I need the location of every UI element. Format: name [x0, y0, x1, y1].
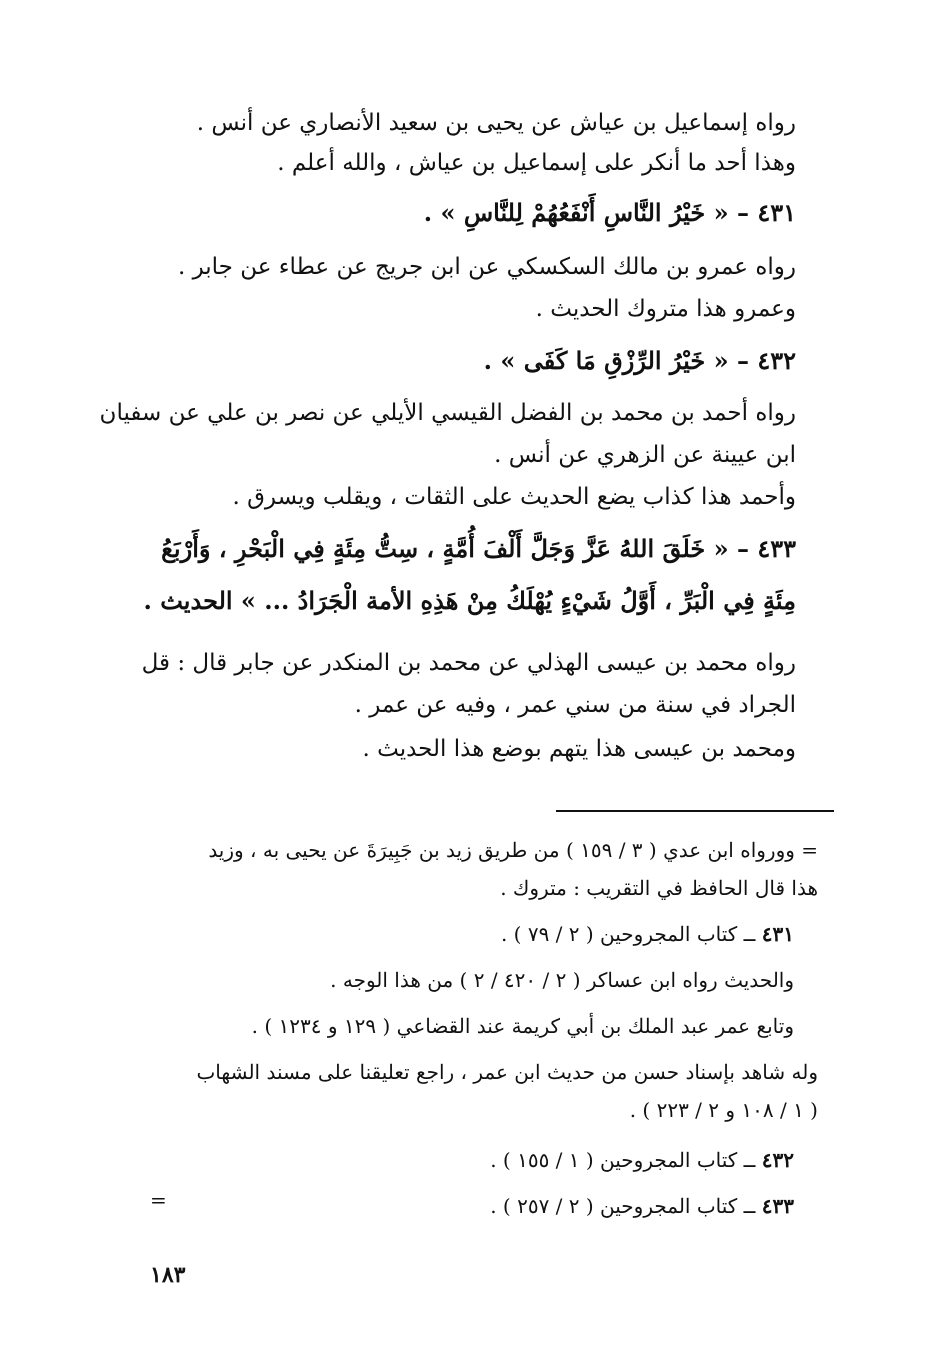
text-line: ابن عيينة عن الزهري عن أنس .	[494, 442, 796, 468]
footnote-number: ٤٣١	[761, 922, 794, 946]
footnote-line: هذا قال الحافظ في التقريب : متروك .	[500, 876, 818, 900]
text-line: رواه محمد بن عيسى الهذلي عن محمد بن المنكدر عن جابر قال : قل	[141, 650, 796, 676]
footnote-431	[501, 920, 794, 948]
text-line: رواه إسماعيل بن عياش عن يحيى بن سعيد الأنصاري عن أنس .	[196, 110, 796, 136]
footnote-line: ( ١ / ١٠٨ و ٢ / ٢٢٣ ) .	[629, 1098, 818, 1122]
footnote-number: ٤٣٢	[761, 1148, 794, 1172]
footnote-text: ــ كتاب المجروحين ( ١ / ١٥٥ ) .	[490, 1148, 756, 1172]
footnote-line: وله شاهد بإسناد حسن من حديث ابن عمر ، راجع تعليقنا على مسند الشهاب	[196, 1060, 818, 1084]
text-line: وهذا أحد ما أنكر على إسماعيل بن عياش ، والله أعلم .	[277, 150, 796, 176]
footnote-separator	[556, 810, 834, 812]
footnote-text: ــ كتاب المجروحين ( ٢ / ٢٥٧ ) .	[490, 1194, 756, 1218]
hadith-heading-432: ٤٣٢ – « خَيْرُ الرِّزْقِ مَا كَفَى » .	[483, 346, 796, 375]
text-line: ومحمد بن عيسى هذا يتهم بوضع هذا الحديث .	[362, 736, 796, 762]
hadith-heading-433-line1: ٤٣٣ – « خَلَقَ اللهُ عَزَّ وَجَلَّ أَلْفَ أُمَّةٍ ، سِتُّ مِئَةٍ فِي الْبَحْرِ ، وَأَرْبَعُ	[161, 534, 796, 563]
hadith-heading-433-line2: مِئَةٍ فِي الْبَرِّ ، أَوَّلُ شَيْءٍ يُهْلَكُ مِنْ هَذِهِ الأمة الْجَرَادُ ... » الحديث .	[143, 586, 796, 615]
text-line: وعمرو هذا متروك الحديث .	[535, 296, 796, 322]
text-line: رواه أحمد بن محمد بن الفضل القيسي الأيلي عن نصر بن علي عن سفيان	[99, 400, 796, 426]
continuation-mark: =	[150, 1188, 167, 1212]
footnote-line: وتابع عمر عبد الملك بن أبي كريمة عند القضاعي ( ١٢٩ و ١٢٣٤ ) .	[251, 1014, 794, 1038]
footnote-line: والحديث رواه ابن عساكر ( ٢ / ٤٢٠ / ٢ ) من هذا الوجه .	[330, 968, 794, 992]
footnote-line: = وورواه ابن عدي ( ٣ / ١٥٩ ) من طريق زيد بن جَبِيرَةَ عن يحيى به ، وزيد	[208, 838, 818, 862]
text-line: الجراد في سنة من سني عمر ، وفيه عن عمر .	[354, 692, 796, 718]
footnote-432	[490, 1146, 794, 1174]
text-line: وأحمد هذا كذاب يضع الحديث على الثقات ، ويقلب ويسرق .	[232, 484, 796, 510]
footnote-text: ــ كتاب المجروحين ( ٢ / ٧٩ ) .	[500, 922, 756, 946]
text-line: رواه عمرو بن مالك السكسكي عن ابن جريج عن عطاء عن جابر .	[177, 254, 796, 280]
footnote-number: ٤٣٣	[761, 1194, 794, 1218]
footnote-433	[490, 1192, 794, 1220]
page-number: ١٨٣	[150, 1262, 186, 1288]
hadith-heading-431: ٤٣١ – « خَيْرُ النَّاسِ أَنْفَعُهُمْ لِلنَّاسِ » .	[423, 198, 796, 227]
